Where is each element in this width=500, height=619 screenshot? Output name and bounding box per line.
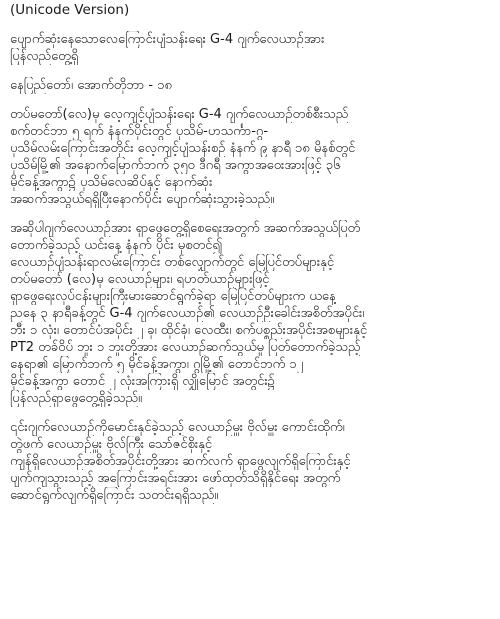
paragraph-1	[10, 106, 490, 208]
text-line: ပြန်လည်ရှာဖွေတွေ့ရှိခဲ့သည်။	[10, 391, 142, 406]
headline-line: ပြန်လည်တွေ့ရှိ	[10, 49, 79, 64]
text-line: တွဲဖက် လေယာဉ်မှူး ဗိုလ်ကြီး သော်ဇင်စိုးနှင့်	[10, 437, 213, 452]
text-line: မိုင်ခန့်အကွာ တောင် ၂ လုံးအကြားရှိ လျှိုမြောင် အတွင်း၌	[10, 374, 275, 389]
text-line: PT2 တခ်ဝိပ် ဘူး ၁ ဘူးတို့အား လေယာဉ်ဆက်သွယ်မှု ပြတ်တောက်ခဲ့သည့်	[10, 340, 361, 355]
text-line: အဆိုပါဂျက်လေယာဉ်အား ရှာဖွေတွေ့ရှိစေရေးအတွက် အဆက်အသွယ်ပြတ်	[10, 221, 361, 236]
text-line: မိုင်ခန့်အကွာ၌ ပုသိမ်လေဆိပ်နှင့် နောက်ဆုံး	[10, 175, 213, 190]
text-line: ညနေ ၃ နာရီခန့်တွင် G-4 ဂျက်လေယာဉ်၏ လေယာဉ်ဦးခေါင်းအစိတ်အပိုင်း၊	[10, 306, 365, 321]
headline	[10, 31, 490, 65]
text-line: တောက်ခဲ့သည့် ယင်းနေ့ နံနက် ပိုင်း မှစတင်၍	[10, 238, 223, 253]
dateline-text: နေပြည်တော်၊ အောက်တိုဘာ - ၁၈	[10, 78, 172, 93]
text-line: ပျက်ကျသွားသည့် အကြောင်းအရင်းအား ဖော်ထုတ်သိရှိနိုင်ရေး အတွက်	[10, 471, 341, 486]
text-line: ပုသိမ်လမ်းကြောင်းအတိုင်း လေ့ကျင့်ပျံသန်းစဉ် နံနက် ၉ နာရီ ၁၈ မိနစ်တွင်	[10, 141, 356, 156]
text-line: ရှာဖွေရေးလုပ်ငန်းများကြီးမားဆောင်ရွက်ခဲ့ရာ မြေပြင်တပ်များက ယနေ့	[10, 289, 336, 304]
paragraph-3	[10, 419, 490, 504]
text-line: တပ်မတော်(လေ)မှ လေ့ကျင့်ပျံသန်းရေး G-4 ဂျက်လေယာဉ်တစ်စီးသည်	[10, 107, 349, 122]
text-line: ပုသိမ်မြို့၏ အနောက်မြောက်ဘက် ၃၅၀ ဒီဂရီ အကွာအဝေးအားဖြင့် ၃၆	[10, 158, 341, 173]
paragraph-2	[10, 220, 490, 407]
text-line: အဆက်အသွယ်ရရှိပြီးနောက်ပိုင်း ပျောက်ဆုံးသွားခဲ့သည်။	[10, 192, 275, 207]
text-line: ဘီး ၁ လုံး၊ တောင်ပံအပိုင်း ၂ ခု၊ ထိုင်ခုံ၊ လေထီး၊ စက်ပစ္စည်းအပိုင်းအစများနှင့်	[10, 323, 368, 338]
text-line: တပ်မတော် (လေ)မှ လေယာဉ်များ၊ ရဟတ်ယာဉ်များဖြင့်	[10, 272, 270, 287]
dateline	[10, 77, 490, 94]
text-line: ကျန်ရှိလေယာဉ်အစိတ်အပိုင်းတို့အား ဆက်လက် ရှာဖွေလျက်ရှိကြောင်းနှင့်	[10, 454, 351, 469]
text-line: လေယာဉ်ပျံသန်းရာလမ်းကြောင်း တစ်လျှောက်တွင် မြေပြင်တပ်များနှင့်	[10, 255, 335, 270]
text-line: နေရာ၏ မြောက်ဘက် ၅ မိုင်ခန့်အကွာ၊ ဂွမြို့၏ တောင်ဘက် ၁၂	[10, 357, 304, 372]
news-document	[0, 2, 500, 619]
text-line: ၎င်းဂျက်လေယာဉ်ကိုမောင်းနှင်ခဲ့သည့် လေယာဉ်မှူး ဗိုလ်မှူး ကောင်းထိုက်၊	[10, 420, 345, 435]
text-line: ဆောင်ရွက်လျက်ရှိကြောင်း သတင်းရရှိသည်။	[10, 488, 219, 503]
version-label: (Unicode Version)	[10, 2, 130, 18]
headline-line: ပျောက်ဆုံးနေသောလေကြောင်းပျံသန်းရေး G-4 ဂျက်လေယာဉ်အား	[10, 32, 325, 47]
text-line: စက်တင်ဘာ ၅ ရက် နံနက်ပိုင်းတွင် ပုသိမ်-ဟသင်္ကာ-ဂွ-	[10, 124, 269, 139]
